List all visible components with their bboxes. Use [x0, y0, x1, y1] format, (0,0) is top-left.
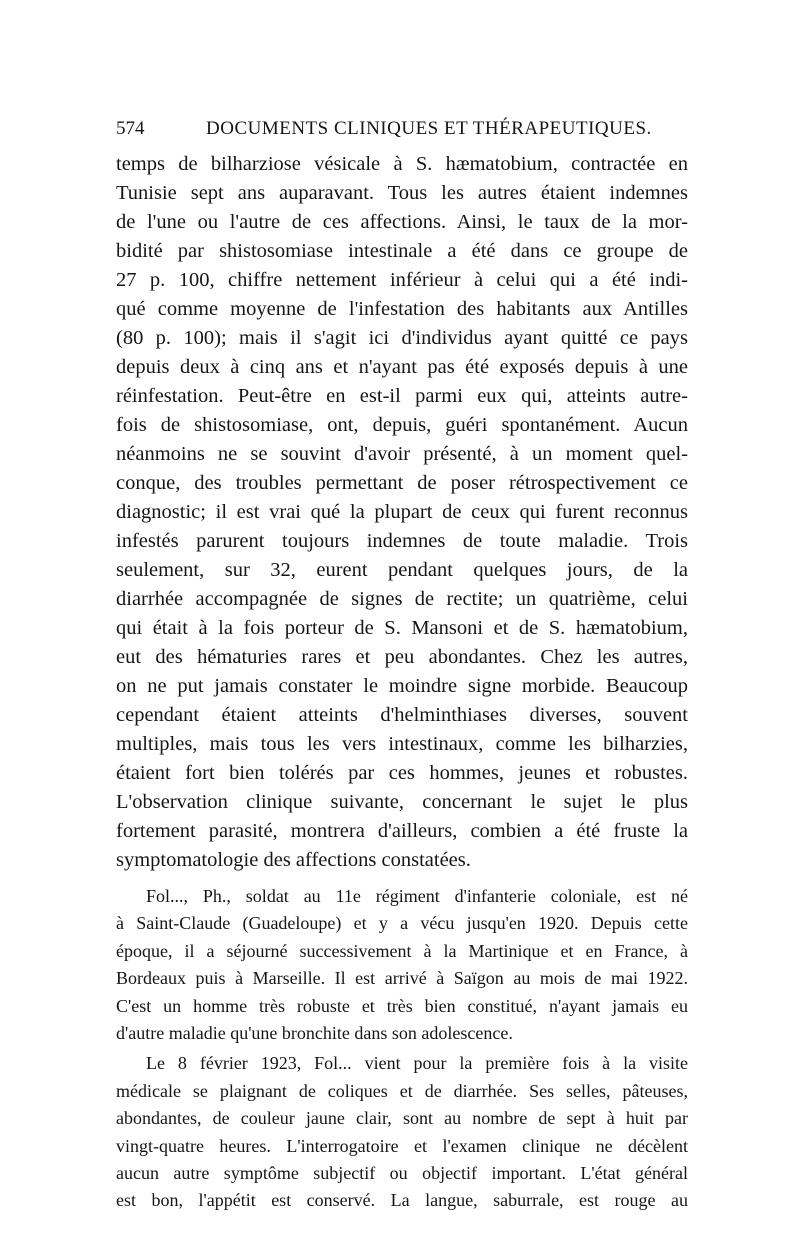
- text-line: on ne put jamais constater le moindre signe morbide. Beaucoup: [116, 675, 688, 697]
- text-line: multiples, mais tous les vers intestinaux, comme les bilharzies,: [116, 733, 688, 755]
- text-line: diagnostic; il est vrai qué la plupart de ceux qui furent reconnus: [116, 501, 688, 523]
- text-line: diarrhée accompagnée de signes de rectite; un quatrième, celui: [116, 588, 688, 610]
- page-number: 574: [116, 118, 145, 139]
- text-line: symptomatologie des affections constatées.: [116, 849, 471, 871]
- text-line: qui était à la fois porteur de S. Mansoni et de S. hæmatobium,: [116, 617, 688, 639]
- text-line: eut des hématuries rares et peu abondantes. Chez les autres,: [116, 646, 688, 668]
- text-line: infestés parurent toujours indemnes de toute maladie. Trois: [116, 530, 688, 552]
- text-line: seulement, sur 32, eurent pendant quelques jours, de la: [116, 559, 688, 581]
- text-line: Bordeaux puis à Marseille. Il est arrivé à Saïgon au mois de mai 1922.: [116, 968, 688, 989]
- text-line: époque, il a séjourné successivement à la Martinique et en France, à: [116, 940, 688, 961]
- text-line: est bon, l'appétit est conservé. La langue, saburrale, est rouge au: [116, 1190, 688, 1211]
- paragraph-patient-history: [116, 883, 688, 1047]
- text-line: qué comme moyenne de l'infestation des habitants aux Antilles: [116, 298, 688, 320]
- text-line: de l'une ou l'autre de ces affections. Ainsi, le taux de la mor-: [116, 211, 688, 233]
- text-line: L'observation clinique suivante, concernant le sujet le plus: [116, 791, 688, 813]
- text-line: conque, des troubles permettant de poser rétrospectivement ce: [116, 472, 688, 494]
- text-line: Fol..., Ph., soldat au 11e régiment d'infanterie coloniale, est né: [146, 886, 688, 906]
- text-line: depuis deux à cinq ans et n'ayant pas été exposés depuis à une: [116, 356, 688, 378]
- running-title: DOCUMENTS CLINIQUES ET THÉRAPEUTIQUES.: [206, 118, 652, 139]
- paragraph-first-visit: [116, 1050, 688, 1214]
- running-header: [116, 118, 702, 144]
- text-line: Le 8 février 1923, Fol... vient pour la première fois à la visite: [146, 1053, 688, 1074]
- text-line: à Saint-Claude (Guadeloupe) et y a vécu jusqu'en 1920. Depuis cette: [116, 913, 688, 934]
- text-line: 27 p. 100, chiffre nettement inférieur à celui qui a été indi-: [116, 269, 688, 291]
- text-line: Tunisie sept ans auparavant. Tous les autres étaient indemnes: [116, 182, 688, 204]
- text-line: abondantes, de couleur jaune clair, sont au nombre de sept à huit par: [116, 1108, 688, 1129]
- text-line: médicale se plaignant de coliques et de diarrhée. Ses selles, pâteuses,: [116, 1080, 688, 1101]
- text-line: C'est un homme très robuste et très bien constitué, n'ayant jamais eu: [116, 995, 688, 1016]
- text-line: fortement parasité, montrera d'ailleurs, combien a été fruste la: [116, 820, 688, 842]
- page-body: [116, 150, 688, 1215]
- text-line: fois de shistosomiase, ont, depuis, guéri spontanément. Aucun: [116, 414, 688, 436]
- text-line: aucun autre symptôme subjectif ou objectif important. L'état général: [116, 1162, 688, 1183]
- text-line: étaient fort bien tolérés par ces hommes, jeunes et robustes.: [116, 762, 688, 784]
- text-line: temps de bilharziose vésicale à S. hæmatobium, contractée en: [116, 153, 688, 175]
- text-line: d'autre maladie qu'une bronchite dans son adolescence.: [116, 1022, 513, 1043]
- text-line: néanmoins ne se souvint d'avoir présenté, à un moment quel-: [116, 443, 688, 465]
- paragraph-continuation: [116, 150, 688, 875]
- text-line: cependant étaient atteints d'helminthiases diverses, souvent: [116, 704, 688, 726]
- text-line: bidité par shistosomiase intestinale a été dans ce groupe de: [116, 240, 688, 262]
- text-line: (80 p. 100); mais il s'agit ici d'individus ayant quitté ce pays: [116, 327, 688, 349]
- text-line: réinfestation. Peut-être en est-il parmi eux qui, atteints autre-: [116, 385, 688, 407]
- text-line: vingt-quatre heures. L'interrogatoire et l'examen clinique ne décèlent: [116, 1135, 688, 1156]
